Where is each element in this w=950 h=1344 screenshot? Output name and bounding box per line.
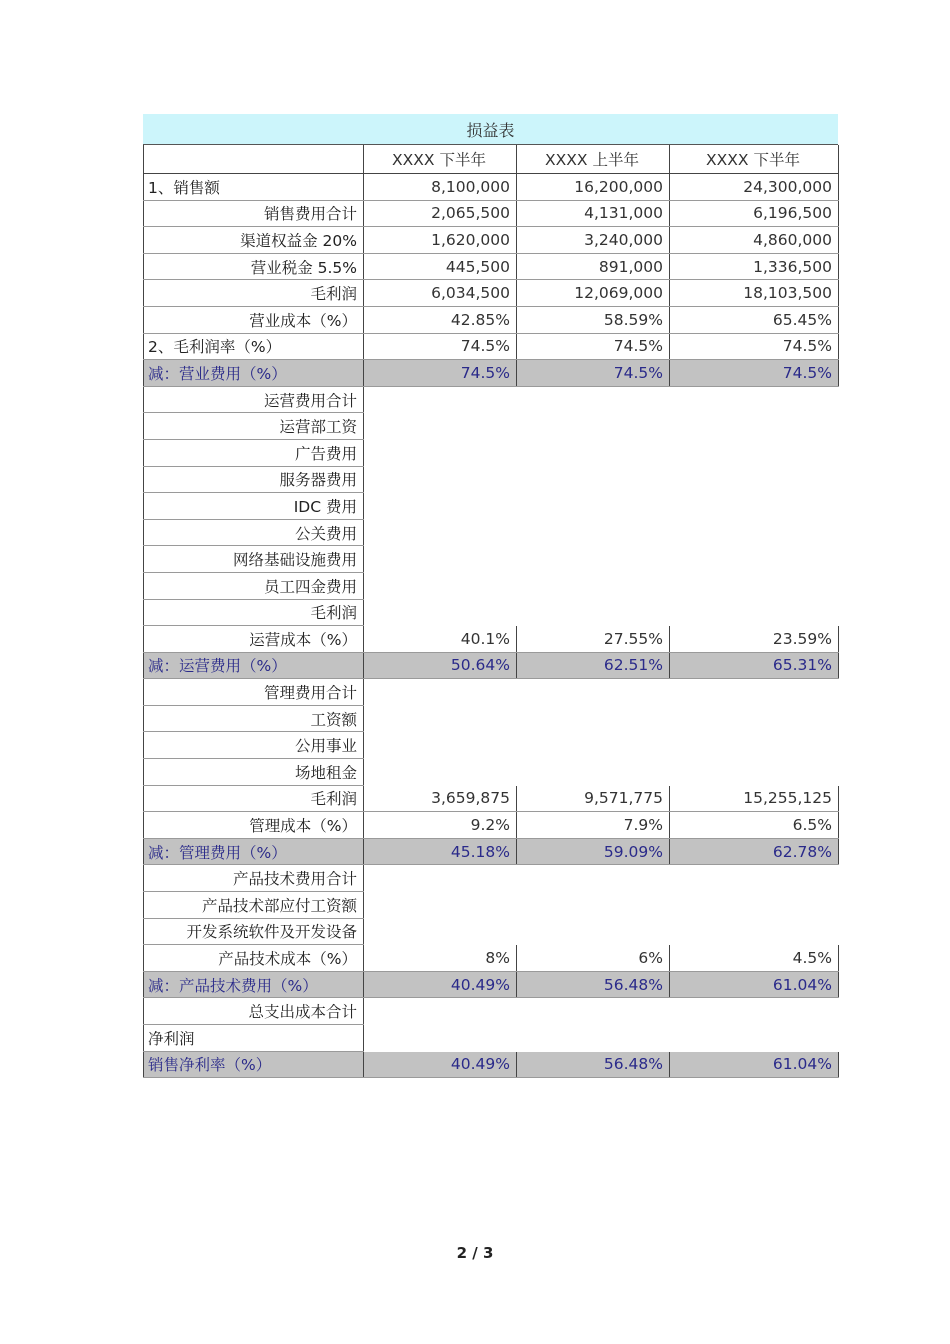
value-cell (670, 865, 839, 892)
value-cell: 74.5% (670, 333, 839, 360)
row-label: 产品技术部应付工资额 (144, 892, 364, 919)
value-cell (670, 892, 839, 919)
value-cell: 50.64% (364, 652, 517, 679)
value-cell (517, 466, 670, 493)
table-row (144, 360, 839, 387)
row-label: 服务器费用 (144, 466, 364, 493)
value-cell: 59.09% (517, 838, 670, 865)
row-label: 渠道权益金 20% (144, 227, 364, 254)
value-cell (670, 413, 839, 440)
value-cell (364, 732, 517, 759)
value-cell: 4.5% (670, 945, 839, 972)
value-cell: 40.1% (364, 626, 517, 653)
row-label: 销售费用合计 (144, 200, 364, 227)
row-label: 毛利润 (144, 599, 364, 626)
value-cell (670, 732, 839, 759)
table-row (144, 998, 839, 1025)
value-cell: 2,065,500 (364, 200, 517, 227)
value-cell: 74.5% (517, 333, 670, 360)
value-cell (517, 679, 670, 706)
row-label: 减：管理费用（%） (144, 838, 364, 865)
table-row (144, 652, 839, 679)
value-cell (517, 892, 670, 919)
value-cell (364, 705, 517, 732)
table-row (144, 785, 839, 812)
value-cell (670, 918, 839, 945)
value-cell (670, 546, 839, 573)
value-cell: 6% (517, 945, 670, 972)
row-label: 减：产品技术费用（%） (144, 971, 364, 998)
value-cell (670, 1025, 839, 1052)
table-row (144, 705, 839, 732)
value-cell: 23.59% (670, 626, 839, 653)
table-row (144, 945, 839, 972)
table-row (144, 227, 839, 254)
income-statement-table (143, 114, 838, 1078)
table-row (144, 679, 839, 706)
table-row (144, 439, 839, 466)
value-cell (364, 679, 517, 706)
value-cell: 4,860,000 (670, 227, 839, 254)
table-row (144, 918, 839, 945)
header-cell: XXXX 下半年 (364, 145, 517, 174)
value-cell (670, 679, 839, 706)
header-cell: XXXX 下半年 (670, 145, 839, 174)
value-cell (364, 759, 517, 786)
value-cell: 9.2% (364, 812, 517, 839)
value-cell (670, 759, 839, 786)
row-label: 开发系统软件及开发设备 (144, 918, 364, 945)
row-label: 净利润 (144, 1025, 364, 1052)
value-cell (517, 546, 670, 573)
value-cell: 6.5% (670, 812, 839, 839)
value-cell: 1,336,500 (670, 253, 839, 280)
row-label: 营业税金 5.5% (144, 253, 364, 280)
value-cell: 3,659,875 (364, 785, 517, 812)
value-cell (517, 918, 670, 945)
value-cell (364, 1025, 517, 1052)
value-cell: 16,200,000 (517, 174, 670, 201)
value-cell: 6,034,500 (364, 280, 517, 307)
value-cell: 7.9% (517, 812, 670, 839)
value-cell (364, 918, 517, 945)
table-row (144, 599, 839, 626)
value-cell: 1,620,000 (364, 227, 517, 254)
table-row (144, 572, 839, 599)
value-cell (517, 519, 670, 546)
value-cell: 3,240,000 (517, 227, 670, 254)
value-cell: 445,500 (364, 253, 517, 280)
table-row (144, 971, 839, 998)
value-cell (517, 493, 670, 520)
value-cell (670, 439, 839, 466)
value-cell: 65.45% (670, 306, 839, 333)
table-row (144, 280, 839, 307)
table-row (144, 413, 839, 440)
value-cell (517, 439, 670, 466)
value-cell (670, 386, 839, 413)
table-row (144, 759, 839, 786)
table-row (144, 812, 839, 839)
row-label: IDC 费用 (144, 493, 364, 520)
value-cell (670, 998, 839, 1025)
table-row (144, 1025, 839, 1052)
value-cell (364, 892, 517, 919)
value-cell (364, 386, 517, 413)
value-cell: 56.48% (517, 971, 670, 998)
value-cell: 62.78% (670, 838, 839, 865)
value-cell (517, 865, 670, 892)
value-cell: 74.5% (517, 360, 670, 387)
value-cell (517, 732, 670, 759)
value-cell: 74.5% (364, 333, 517, 360)
value-cell (517, 599, 670, 626)
value-cell (364, 572, 517, 599)
value-cell (364, 865, 517, 892)
row-label: 毛利润 (144, 785, 364, 812)
value-cell: 65.31% (670, 652, 839, 679)
row-label: 总支出成本合计 (144, 998, 364, 1025)
table-row (144, 253, 839, 280)
value-cell: 42.85% (364, 306, 517, 333)
value-cell: 61.04% (670, 971, 839, 998)
row-label: 产品技术费用合计 (144, 865, 364, 892)
value-cell: 12,069,000 (517, 280, 670, 307)
value-cell (670, 519, 839, 546)
header-cell: XXXX 上半年 (517, 145, 670, 174)
page-number: 2 / 3 (456, 1244, 494, 1262)
value-cell (670, 599, 839, 626)
row-label: 工资额 (144, 705, 364, 732)
row-label: 运营成本（%） (144, 626, 364, 653)
row-label: 减：运营费用（%） (144, 652, 364, 679)
table-row (144, 333, 839, 360)
row-label: 产品技术成本（%） (144, 945, 364, 972)
value-cell (364, 493, 517, 520)
row-label: 2、毛利润率（%） (144, 333, 364, 360)
row-label: 减：营业费用（%） (144, 360, 364, 387)
value-cell (364, 998, 517, 1025)
value-cell: 9,571,775 (517, 785, 670, 812)
value-cell: 58.59% (517, 306, 670, 333)
row-label: 场地租金 (144, 759, 364, 786)
table-row (144, 626, 839, 653)
row-label: 管理费用合计 (144, 679, 364, 706)
row-label: 管理成本（%） (144, 812, 364, 839)
row-label: 1、销售额 (144, 174, 364, 201)
value-cell (517, 705, 670, 732)
value-cell: 40.49% (364, 971, 517, 998)
value-cell (517, 572, 670, 599)
value-cell (517, 386, 670, 413)
row-label: 销售净利率（%） (144, 1051, 364, 1078)
value-cell: 45.18% (364, 838, 517, 865)
value-cell (670, 493, 839, 520)
value-cell (670, 705, 839, 732)
table-row (144, 386, 839, 413)
row-label: 运营部工资 (144, 413, 364, 440)
value-cell (517, 759, 670, 786)
value-cell: 56.48% (517, 1051, 670, 1078)
table-row (144, 865, 839, 892)
value-cell (364, 439, 517, 466)
header-row (144, 145, 839, 174)
value-cell (517, 413, 670, 440)
value-cell (670, 466, 839, 493)
row-label: 公关费用 (144, 519, 364, 546)
table-row (144, 493, 839, 520)
row-label: 营业成本（%） (144, 306, 364, 333)
value-cell: 62.51% (517, 652, 670, 679)
table-row (144, 306, 839, 333)
table-row (144, 892, 839, 919)
table-row (144, 174, 839, 201)
value-cell: 6,196,500 (670, 200, 839, 227)
table-row (144, 200, 839, 227)
header-cell (144, 145, 364, 174)
value-cell: 8,100,000 (364, 174, 517, 201)
value-cell: 18,103,500 (670, 280, 839, 307)
table-row (144, 466, 839, 493)
value-cell (517, 998, 670, 1025)
row-label: 员工四金费用 (144, 572, 364, 599)
row-label: 网络基础设施费用 (144, 546, 364, 573)
value-cell (364, 546, 517, 573)
table-title: 损益表 (143, 114, 838, 145)
value-cell: 15,255,125 (670, 785, 839, 812)
row-label: 运营费用合计 (144, 386, 364, 413)
table-row (144, 519, 839, 546)
value-cell: 4,131,000 (517, 200, 670, 227)
value-cell (364, 519, 517, 546)
value-cell: 8% (364, 945, 517, 972)
row-label: 广告费用 (144, 439, 364, 466)
table-row (144, 838, 839, 865)
row-label: 公用事业 (144, 732, 364, 759)
value-cell (517, 1025, 670, 1052)
value-cell: 27.55% (517, 626, 670, 653)
value-cell: 24,300,000 (670, 174, 839, 201)
value-cell (364, 599, 517, 626)
value-cell (670, 572, 839, 599)
table-row (144, 732, 839, 759)
value-cell (364, 466, 517, 493)
value-cell: 61.04% (670, 1051, 839, 1078)
table-row (144, 546, 839, 573)
value-cell (364, 413, 517, 440)
table-row (144, 1051, 839, 1078)
value-cell: 74.5% (670, 360, 839, 387)
value-cell: 74.5% (364, 360, 517, 387)
income-table (143, 145, 839, 1078)
row-label: 毛利润 (144, 280, 364, 307)
value-cell: 891,000 (517, 253, 670, 280)
value-cell: 40.49% (364, 1051, 517, 1078)
